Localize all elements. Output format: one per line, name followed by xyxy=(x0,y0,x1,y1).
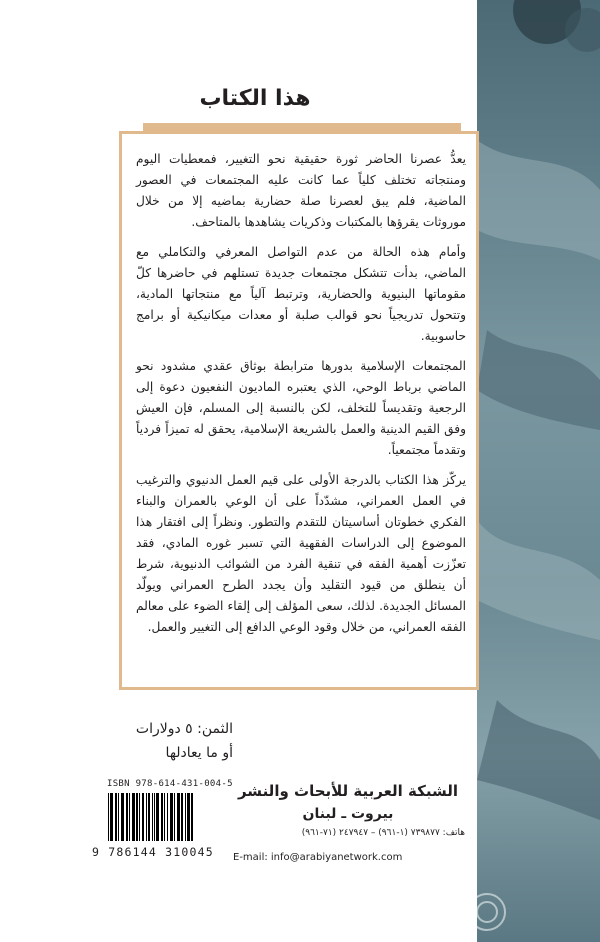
barcode-bar xyxy=(170,793,173,841)
blurb-paragraph: يركّز هذا الكتاب بالدرجة الأولى على قيم العمل الدنيوي والترغيب في العمل العمراني، مشدّداً على أن الوعي بالعمران والبناء الفكري خطوتان أساسيتان للتقدم والتطور. ونظراً إلى افتقار هذا الموضوع إلى الدراسات الفقهية التي تسبر غوره المادي، فقد تعزّزت أهمية الفقه في تنقية الفرد من الشوائب الدنيوية، شرط أن ينطلق من قيود التقليد وأن يجدد الطرح العمراني ويولّد المسائل الجديدة. لذلك، سعى المؤلف إلى إلقاء الضوء على معالم الفقه العمراني، من خلال وقود الوعي الدافع إلى التغيير والعمل. xyxy=(136,473,466,634)
barcode-bar xyxy=(126,793,128,841)
publisher-block xyxy=(230,782,466,822)
barcode-bar xyxy=(152,793,153,841)
barcode-bar xyxy=(115,793,117,841)
barcode-bar xyxy=(167,793,168,841)
isbn-label: ISBN 978-614-431-004-5 xyxy=(107,779,233,789)
price-line: الثمن: ٥ دولارات xyxy=(135,721,233,737)
barcode xyxy=(107,793,227,841)
barcode-bar xyxy=(108,793,109,841)
cover-art-panel xyxy=(477,0,600,942)
barcode-bar xyxy=(118,793,119,841)
barcode-digits: 9 786144 310045 xyxy=(92,845,214,859)
barcode-bar xyxy=(174,793,175,841)
publisher-email: E-mail: info@arabiyanetwork.com xyxy=(233,852,403,863)
cover-art-illustration xyxy=(477,0,600,942)
blurb-paragraph: المجتمعات الإسلامية بدورها مترابطة بوثاق عقدي مشدود نحو الماضي برباط الوحي، الذي يعتبره الماديون النفعيون دعوة إلى الرجعية وتقديساً للتخلف، لكن بالنسبة إلى المسلم، فإن العيش وفق القيم الدينية والعمل بالشريعة الإسلامية، يحقق له تميزاً فردياً وتقدماً مجتمعياً. xyxy=(136,359,466,457)
publisher-phone: هاتف: ٧٣٩٨٧٧ (١-٩٦١) – ٢٤٧٩٤٧ (٧١-٩٦١) xyxy=(301,828,465,838)
barcode-bar xyxy=(156,793,159,841)
barcode-bar xyxy=(187,793,190,841)
barcode-bar xyxy=(132,793,135,841)
barcode-bar xyxy=(191,793,193,841)
barcode-bar xyxy=(148,793,150,841)
barcode-bar xyxy=(142,793,144,841)
blurb-paragraph: وأمام هذه الحالة من عدم التواصل المعرفي والتكاملي مع الماضي، بدأت تتشكل مجتمعات جديدة تستلهم في حاضرها كلّ مقوماتها البنيوية والحضارية، وترتبط آلياً مع منتجاتها المادية، وتتحول تدريجياً نحو قوالب صلبة أو معدات ميكانيكية أو برامج حاسوبية. xyxy=(136,245,466,343)
barcode-bar xyxy=(139,793,140,841)
barcode-bar xyxy=(185,793,186,841)
price-equivalent: أو ما يعادلها xyxy=(165,745,233,761)
blurb-text xyxy=(136,149,466,647)
barcode-bar xyxy=(161,793,163,841)
barcode-bar xyxy=(136,793,138,841)
barcode-bar xyxy=(164,793,165,841)
barcode-bar xyxy=(177,793,180,841)
blurb-paragraph: يعدُّ عصرنا الحاضر ثورة حقيقية نحو التغيير، فمعطيات اليوم ومنتجاته تختلف كلياً عما كانت عليه المجتمعات في العصور الماضية، فلم يبق لعصرنا صلة حضارية بماضيه إلا من خلال موروثات يقرؤها بالمكتبات وذكريات يشاهدها بالمتاحف. xyxy=(136,152,466,229)
barcode-bar xyxy=(110,793,113,841)
publisher-name: الشبكة العربية للأبحاث والنشر xyxy=(237,782,459,800)
barcode-bar xyxy=(181,793,183,841)
barcode-bar xyxy=(154,793,155,841)
price-block xyxy=(113,717,233,765)
section-heading: هذا الكتاب xyxy=(199,86,311,111)
barcode-bar xyxy=(146,793,147,841)
barcode-bar xyxy=(121,793,124,841)
publisher-city: بيروت ـ لبنان xyxy=(302,806,394,822)
barcode-bar xyxy=(129,793,130,841)
